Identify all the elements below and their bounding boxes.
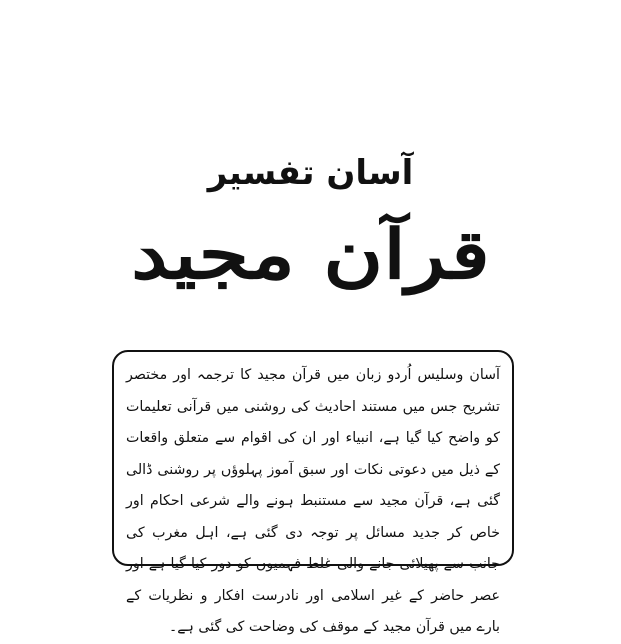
- description-box: [112, 350, 514, 635]
- cover-title: قرآن مجید: [131, 215, 490, 295]
- description-text: آسان وسلیس اُردو زبان میں قرآن مجید کا ترجمہ اور مختصر تشریح جس میں مستند احادیث کی روشنی میں قرآنی تعلیمات کو واضح کیا گیا ہے، انبیاء اور ان کی اقوام سے متعلق واقعات کے ذیل میں دعوتی نکات اور سبق آموز پہلوؤں پر روشنی ڈالی گئی ہے، قرآن مجید سے مستنبط ہونے والے شرعی احکام اور خاص کر جدید مسائل پر توجہ دی گئی ہے، اہل مغرب کی جانب سے پھیلائی جانے والی غلط فہمیوں کو دور کیا گیا ہے اور عصر حاضر کے غیر اسلامی اور نادرست افکار و نظریات کے بارے میں قرآن مجید کے موقف کی وضاحت کی گئی ہے۔: [126, 367, 500, 635]
- cover-subtitle: آسان تفسیر: [207, 153, 414, 193]
